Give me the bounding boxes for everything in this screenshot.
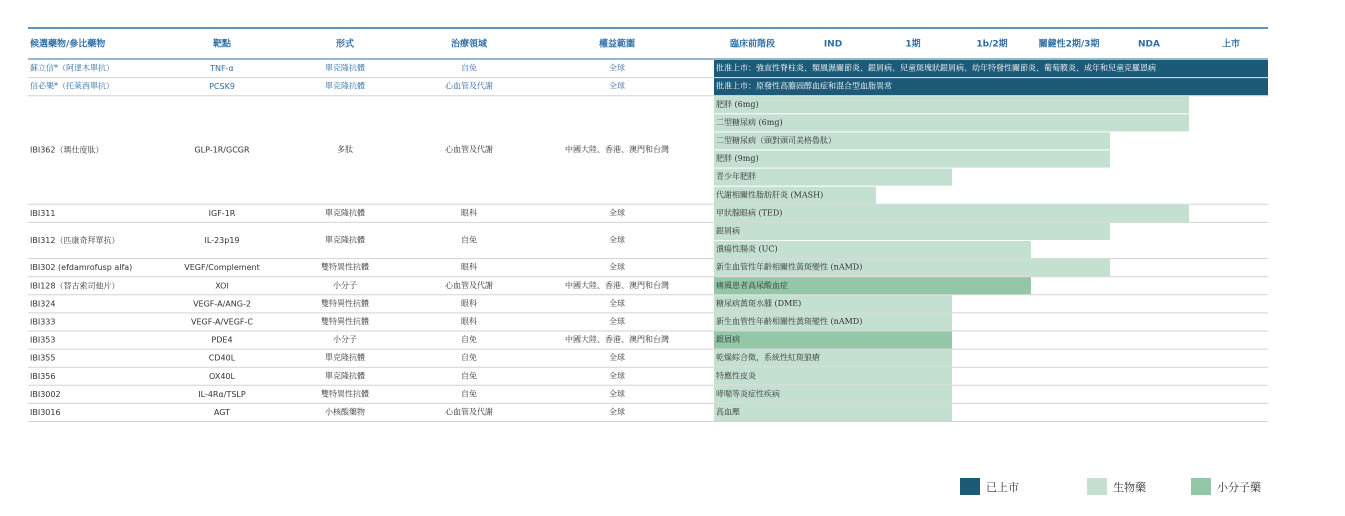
pipeline-bar: [714, 223, 1110, 240]
row-modality: 雙特異性抗體: [321, 389, 369, 399]
legend-swatch: [1191, 478, 1211, 495]
row-target: XOI: [215, 281, 229, 291]
row-rights: 全球: [609, 353, 625, 363]
row-target: VEGF-A/ANG-2: [193, 299, 251, 309]
row-area: 眼科: [461, 208, 477, 218]
row-candidate: IBI3016: [30, 407, 61, 417]
pipeline-bar: [714, 114, 1189, 131]
row-modality: 小分子: [333, 280, 357, 290]
header-candidate: 候選藥物/參比藥物: [30, 39, 106, 50]
row-candidate: IBI355: [30, 353, 56, 363]
row-candidate: IBI324: [30, 299, 56, 309]
row-modality: 雙特異性抗體: [321, 298, 369, 308]
indication-label: 甲狀腺眼病 (TED): [716, 208, 783, 218]
legend-item-biologic: [1087, 478, 1146, 495]
header-stage-4: 關鍵性2期/3期: [1038, 39, 1100, 50]
row-candidate: IBI333: [30, 317, 56, 327]
indication-label: 二型糖尿病（頭對頭司美格魯肽）: [716, 135, 836, 145]
row-candidate: IBI353: [30, 335, 56, 345]
row-rights: 中國大陸、香港、澳門和台灣: [565, 145, 669, 154]
pipeline-bar: [714, 332, 952, 349]
row-area: 心血管及代謝: [445, 81, 493, 91]
row-area: 自免: [461, 235, 477, 245]
header-area: 治療領域: [450, 39, 488, 50]
indication-label: 新生血管性年齡相關性黃斑變性 (nAMD): [716, 262, 863, 272]
row-rights: 中國大陸、香港、澳門和台灣: [565, 335, 669, 345]
legend-swatch: [1087, 478, 1107, 495]
row-candidate: IBI128（替古索司他片）: [30, 281, 120, 291]
row-area: 自免: [461, 389, 477, 399]
indication-label: 哮喘等炎症性疾病: [716, 389, 780, 399]
row-rights: 全球: [609, 208, 625, 218]
header-stage-3: 1b/2期: [976, 39, 1008, 50]
row-candidate: IBI311: [30, 208, 56, 218]
header-target: 靶點: [212, 39, 232, 50]
row-modality: 單克隆抗體: [325, 235, 365, 245]
row-area: 自免: [461, 63, 477, 73]
row-rights: 中國大陸、香港、澳門和台灣: [565, 280, 669, 290]
row-target: IGF-1R: [208, 208, 236, 218]
row-area: 自免: [461, 371, 477, 381]
indication-label: 批准上市：原發性高膽固醇血症和混合型血脂異常: [716, 81, 892, 91]
row-area: 心血管及代謝: [445, 145, 493, 154]
row-area: 自免: [461, 353, 477, 363]
indication-label: 特應性皮炎: [716, 371, 756, 381]
indication-label: 肥胖 (6mg): [716, 99, 759, 109]
indication-label: 新生血管性年齡相關性黃斑變性 (nAMD): [716, 316, 863, 326]
row-area: 眼科: [461, 298, 477, 308]
row-area: 心血管及代謝: [445, 280, 493, 290]
legend-label: 已上市: [986, 480, 1019, 494]
pipeline-bar: [714, 404, 952, 421]
header-stage-0: 臨床前階段: [730, 39, 776, 50]
pipeline-bar: [714, 151, 1110, 168]
indication-label: 代謝相關性脂肪肝炎 (MASH): [716, 190, 824, 200]
row-candidate: IBI3002: [30, 389, 61, 399]
row-target: IL-4Rα/TSLP: [198, 389, 246, 399]
indication-label: 潰瘍性腸炎 (UC): [716, 244, 778, 254]
row-rights: 全球: [609, 298, 625, 308]
indication-label: 銀屑病: [716, 335, 740, 345]
header-stage-1: IND: [823, 39, 843, 50]
indication-label: 糖尿病黃斑水腫 (DME): [716, 298, 802, 308]
indication-label: 青少年肥胖: [716, 172, 756, 182]
row-candidate: IBI356: [30, 371, 56, 381]
row-modality: 小分子: [333, 335, 357, 345]
row-modality: 單克隆抗體: [325, 371, 365, 381]
row-rights: 全球: [609, 81, 625, 91]
header-stage-5: NDA: [1138, 39, 1160, 50]
row-candidate: IBI362（瑪仕度肽）: [30, 145, 104, 155]
header-rights: 權益範圍: [598, 39, 636, 50]
row-modality: 雙特異性抗體: [321, 262, 369, 272]
row-rights: 全球: [609, 262, 625, 272]
row-target: GLP-1R/GCGR: [194, 145, 250, 155]
legend-label: 生物藥: [1113, 480, 1146, 494]
row-target: OX40L: [209, 371, 235, 381]
row-modality: 單克隆抗體: [325, 63, 365, 73]
row-rights: 全球: [609, 235, 625, 245]
legend-item-marketed: [960, 478, 1019, 495]
row-target: IL-23p19: [204, 236, 240, 245]
row-rights: 全球: [609, 371, 625, 381]
header-stage-6: 上市: [1221, 39, 1241, 50]
indication-label: 批准上市：強直性脊柱炎、類風濕關節炎、銀屑病、兒童斑塊狀銀屑病、幼年特發性關節炎、葡萄膜炎、成年和兒童克羅恩病: [716, 63, 1156, 73]
row-area: 眼科: [461, 316, 477, 326]
legend-label: 小分子藥: [1217, 480, 1261, 494]
row-candidate: IBI302 (efdamrofusp alfa): [30, 263, 133, 273]
row-area: 自免: [461, 335, 477, 345]
indication-label: 乾燥綜合徵，系統性紅斑狼瘡: [716, 353, 820, 363]
row-target: VEGF/Complement: [184, 263, 260, 273]
legend-item-small: [1191, 478, 1261, 495]
row-rights: 全球: [609, 316, 625, 326]
row-area: 心血管及代謝: [445, 407, 493, 417]
indication-label: 肥胖 (9mg): [716, 154, 759, 164]
row-target: PCSK9: [209, 82, 235, 92]
row-target: TNF-α: [210, 64, 234, 74]
row-candidate: IBI312（匹康奇拜單抗）: [30, 236, 120, 245]
row-target: VEGF-A/VEGF-C: [190, 317, 254, 327]
indication-label: 高血壓: [716, 407, 740, 417]
pipeline-bar: [714, 96, 1189, 113]
row-target: PDE4: [211, 335, 233, 345]
row-target: AGT: [213, 407, 231, 417]
row-modality: 單克隆抗體: [325, 353, 365, 363]
row-rights: 全球: [609, 389, 625, 399]
indication-label: 銀屑病: [716, 226, 740, 236]
row-area: 眼科: [461, 262, 477, 272]
pipeline-bar: [714, 205, 1189, 222]
row-target: CD40L: [208, 353, 236, 363]
header-stage-2: 1期: [905, 39, 921, 50]
indication-label: 痛風患者高尿酸血症: [716, 280, 788, 290]
row-modality: 單克隆抗體: [325, 208, 365, 218]
indication-label: 二型糖尿病 (6mg): [716, 117, 783, 127]
row-rights: 全球: [609, 63, 625, 73]
row-modality: 小核酸藥物: [325, 407, 365, 417]
row-modality: 單克隆抗體: [325, 81, 365, 91]
row-rights: 全球: [609, 407, 625, 417]
header-modality: 形式: [335, 39, 355, 50]
row-modality: 多肽: [337, 145, 353, 154]
row-candidate: 蘇立信*（阿達木單抗）: [30, 63, 114, 73]
row-candidate: 信必樂*（托萊西單抗）: [30, 81, 114, 91]
legend-swatch: [960, 478, 980, 495]
row-modality: 雙特異性抗體: [321, 316, 369, 326]
